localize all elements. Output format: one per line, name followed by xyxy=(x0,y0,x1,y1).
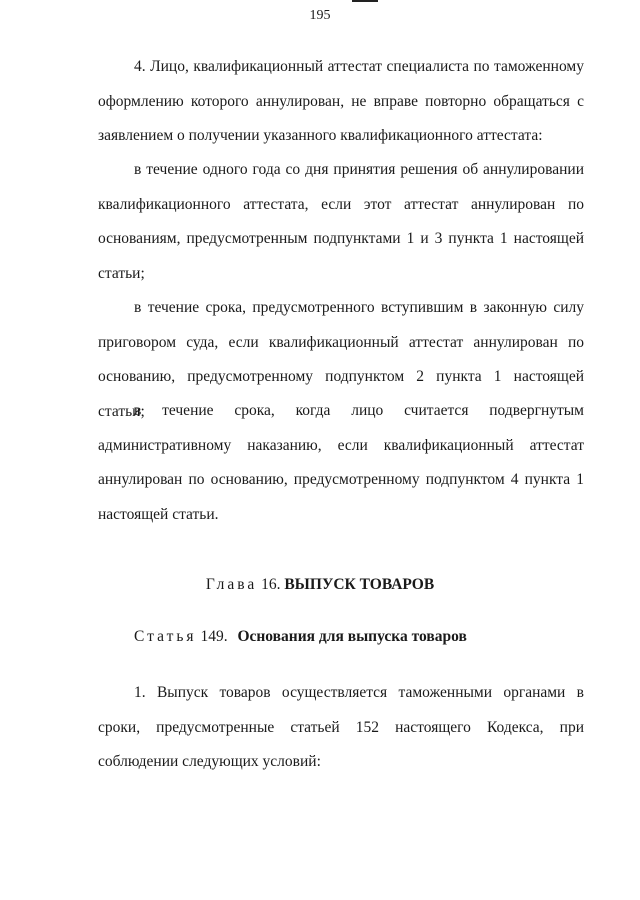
article-prefix: Статья xyxy=(134,628,197,645)
article-number: 149. xyxy=(200,628,228,645)
paragraph-term-1: в течение одного года со дня принятия решения об аннулировании квалификационного аттестата, если этот аттестат аннулирован по основаниям, предусмотренным подпунктами 1 и 3 пункта 1 настоящей статьи; xyxy=(98,161,584,282)
page-number: 195 xyxy=(309,8,331,23)
chapter-heading xyxy=(0,576,640,594)
article-paragraph-1: 1. Выпуск товаров осуществляется таможенными органами в сроки, предусмотренные статьей 152 настоящего Кодекса, при соблюдении следующих условий: xyxy=(98,684,584,770)
article-title: Основания для выпуска товаров xyxy=(237,628,467,645)
chapter-number: 16. xyxy=(261,576,281,593)
paragraph-term-2: в течение срока, предусмотренного вступившим в законную силу приговором суда, если квалификационный аттестат аннулирован по основанию, предусмотренному подпунктом 2 пункта 1 настоящей статьи; xyxy=(98,299,584,420)
paragraph-term-3: в течение срока, когда лицо считается подвергнутым административному наказанию, если квалификационный аттестат аннулирован по основанию, предусмотренному подпунктом 4 пункта 1 настоящей статьи. xyxy=(98,402,584,523)
chapter-title: ВЫПУСК ТОВАРОВ xyxy=(284,576,435,593)
chapter-prefix: Глава xyxy=(205,576,258,593)
top-rule xyxy=(352,0,378,2)
article-heading xyxy=(134,628,467,646)
paragraph-4: 4. Лицо, квалификационный аттестат специалиста по таможенному оформлению которого аннулирован, не вправе повторно обращаться с заявлением о получении указанного квалификационного аттестата: xyxy=(98,58,584,144)
